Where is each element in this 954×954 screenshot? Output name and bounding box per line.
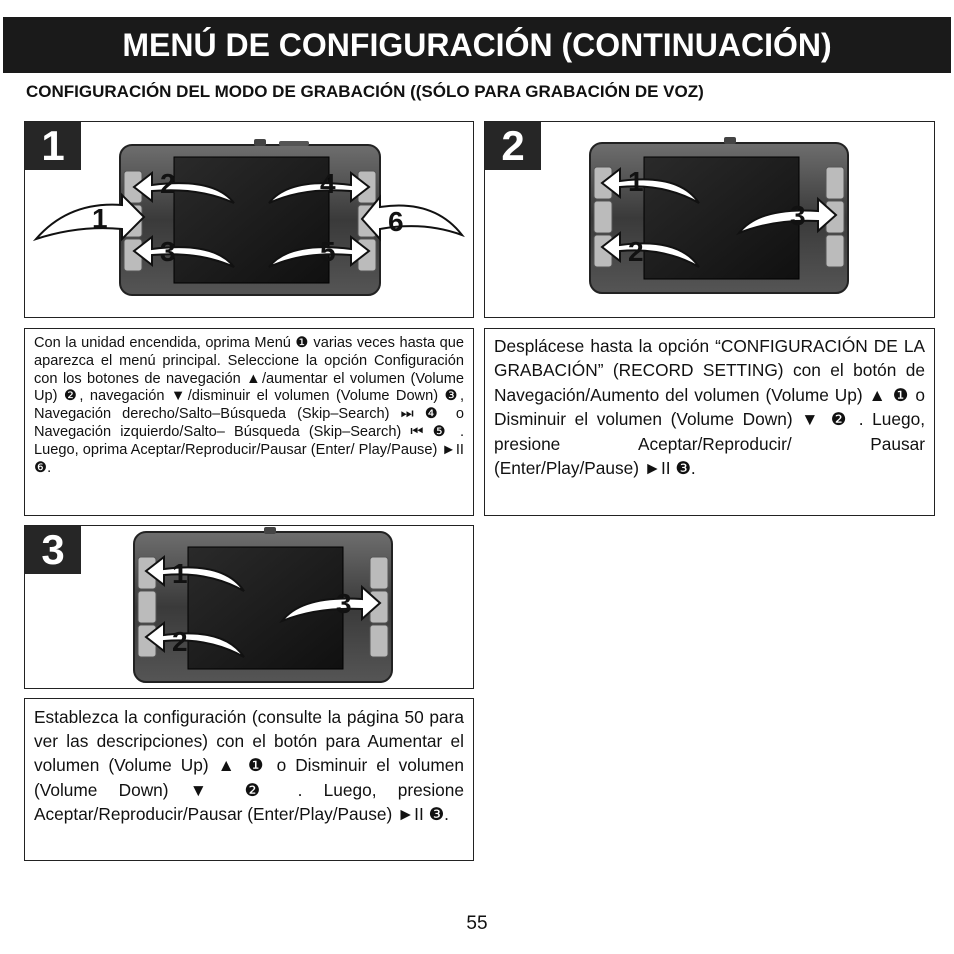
step-2-device-illustration (484, 121, 935, 318)
arrow-label: 1 (628, 166, 644, 197)
page-title: MENÚ DE CONFIGURACIÓN (CONTINUACIÓN) (3, 17, 951, 73)
arrow-label: 2 (628, 236, 644, 267)
step-3-instructions: Establezca la configuración (consulte la página 50 para ver las descripciones) con el botón para Aumentar el volumen (Volume Up) ▲ ❶ o Disminuir el volumen (Volume Down) ▼ ❷ . Luego, presione Aceptar/Reproducir/Pausar (Enter/Play/Pause) ►II ❸. (24, 698, 474, 861)
arrow-label: 3 (790, 200, 806, 231)
device-screen (174, 157, 329, 283)
step-1-instructions: Con la unidad encendida, oprima Menú ❶ varias veces hasta que aparezca el menú principal. Seleccione la opción Configuración con los botones de navegación ▲/aumentar el volumen (Volume Up) ❷, navegación ▼/disminuir el volumen (Volume Down) ❸, Navegación derecho/Salto–Búsqueda (Skip–Search) ⏭ ❹ o Navegación izquierdo/Salto– Búsqueda (Skip–Search) ⏮ ❺ . Luego, oprima Aceptar/Reproducir/Pausar (Enter/ Play/Pause) ►II ❻. (24, 328, 474, 516)
arrow-6 (362, 197, 462, 239)
arrow-label: 1 (92, 203, 108, 234)
arrow-label: 5 (320, 236, 336, 267)
step-1-number: 1 (25, 122, 81, 170)
arrow-label: 6 (388, 206, 404, 237)
step-3-device-illustration (24, 525, 474, 689)
step-3-number: 3 (25, 526, 81, 574)
arrow-label: 3 (336, 588, 352, 619)
arrow-label: 4 (320, 168, 336, 199)
arrow-1 (36, 195, 144, 239)
page-number: 55 (466, 913, 488, 934)
step-2-number: 2 (485, 122, 541, 170)
section-subtitle: CONFIGURACIÓN DEL MODO DE GRABACIÓN ((SÓLO PARA GRABACIÓN DE VOZ) (26, 82, 704, 101)
arrow-label: 2 (172, 626, 188, 657)
step-2-instructions: Desplácese hasta la opción “CONFIGURACIÓN DE LA GRABACIÓN” (RECORD SETTING) con el botón de Navegación/Aumento del volumen (Volume Up) ▲ ❶ o Disminuir el volumen (Volume Down) ▼ ❷ . Luego, presione Aceptar/Reproducir/ Pausar (Enter/Play/Pause) ►II ❸. (484, 328, 935, 516)
arrow-label: 2 (160, 168, 176, 199)
arrow-label: 1 (172, 558, 188, 589)
step-1-device-illustration (24, 121, 474, 318)
arrow-label: 3 (160, 236, 176, 267)
